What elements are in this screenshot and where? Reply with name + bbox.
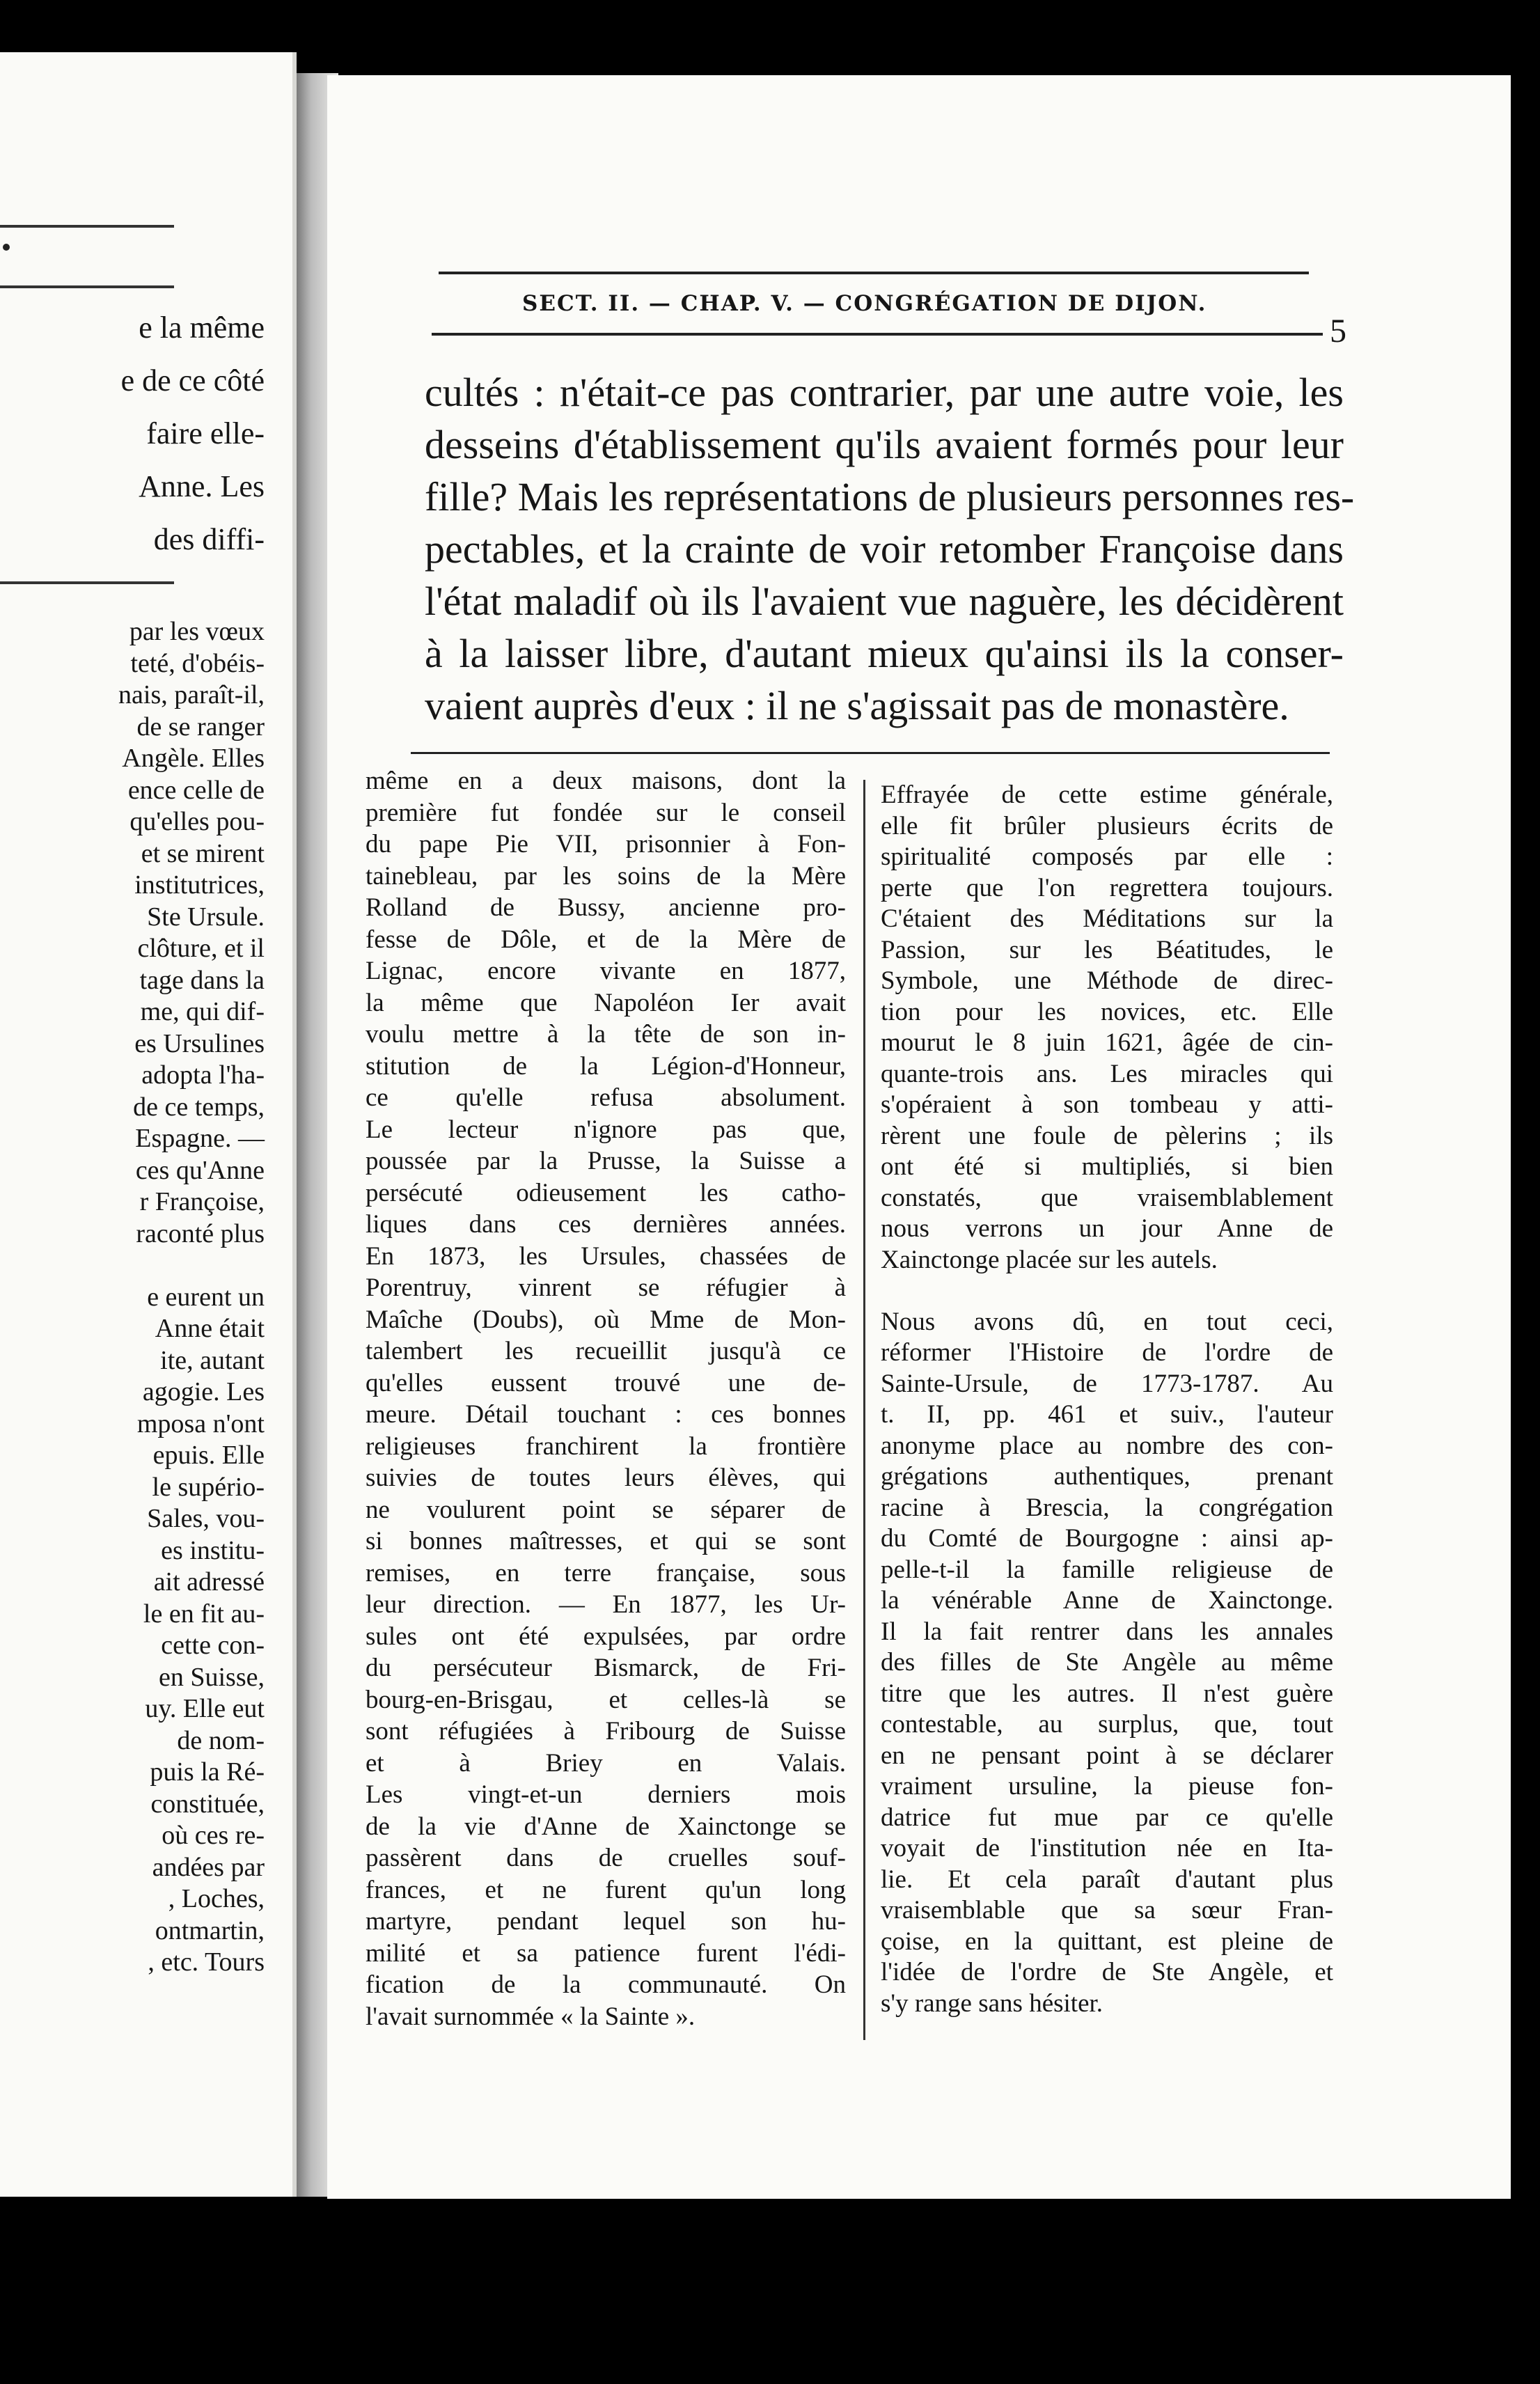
footnote-line: nous verrons un jour Anne de	[881, 1214, 1333, 1243]
footnote-line: Les vingt-et-un derniers mois	[366, 1780, 846, 1809]
main-text-line: desseins d'établissement qu'ils avaient formés pour leur	[425, 422, 1344, 467]
footnote-line: l'avait surnommée « la Sainte ».	[366, 2002, 696, 2031]
footnote-line: fication de la communauté. On	[366, 1970, 846, 1999]
footnote-line: première fut fondée sur le conseil	[366, 798, 846, 827]
footnote-line: quante-trois ans. Les miracles qui	[881, 1059, 1333, 1088]
footnote-line: religieuses franchirent la frontière	[366, 1432, 846, 1461]
main-text-line: pectables, et la crainte de voir retomber Françoise dans	[425, 526, 1344, 572]
footnote-line: voyait de l'institution née en Ita-	[881, 1834, 1333, 1862]
footnote-line: rèrent une foule de pèlerins ; ils	[881, 1121, 1333, 1150]
left-page-line: le supério-	[152, 1472, 265, 1502]
footnote-line: qu'elles eussent trouvé une de-	[366, 1368, 846, 1397]
left-page-line: ces qu'Anne	[135, 1155, 265, 1185]
left-page-line: ite, autant	[160, 1345, 265, 1375]
footnote-line: vraiment ursuline, la pieuse fon-	[881, 1772, 1333, 1801]
footnote-line: elle fit brûler plusieurs écrits de	[881, 811, 1333, 840]
ink-dot	[3, 244, 10, 251]
left-page-line: , Loches,	[168, 1884, 265, 1913]
main-text-line: vaient auprès d'eux : il ne s'agissait pas de monastère.	[425, 683, 1289, 728]
footnote-line: stitution de la Légion-d'Honneur,	[366, 1051, 846, 1081]
footnote-line: passèrent dans de cruelles souf-	[366, 1844, 846, 1872]
footnote-line: talembert les recueillit jusqu'à ce	[366, 1337, 846, 1365]
left-page-line: en Suisse,	[159, 1662, 265, 1692]
footnote-line: Xainctonge placée sur les autels.	[881, 1245, 1218, 1274]
left-page-line: r Françoise,	[139, 1187, 265, 1216]
left-page-line: andées par	[152, 1852, 265, 1882]
footnote-line: ne voulurent point se séparer de	[366, 1495, 846, 1524]
footnote-line: voulu mettre à la tête de son in-	[366, 1020, 846, 1049]
footnote-line: çoise, en la quittant, est pleine de	[881, 1927, 1333, 1956]
footnote-line: si bonnes maîtresses, et qui se sont	[366, 1527, 846, 1555]
left-page-line: où ces re-	[162, 1821, 265, 1850]
footnote-line: lie. Et cela paraît d'autant plus	[881, 1865, 1333, 1894]
left-page-line: , etc. Tours	[148, 1947, 265, 1977]
left-page-line: Angèle. Elles	[122, 744, 265, 773]
footnote-line: tion pour les novices, etc. Elle	[881, 997, 1333, 1026]
footnote-line: Symbole, une Méthode de direc-	[881, 966, 1333, 995]
footnote-line: leur direction. — En 1877, les Ur-	[366, 1590, 846, 1619]
footnote-line: contestable, au surplus, que, tout	[881, 1710, 1333, 1739]
header-rule-top	[439, 272, 1309, 274]
footnote-line: suivies de toutes leurs élèves, qui	[366, 1464, 846, 1492]
footnote-line: et à Briey en Valais.	[366, 1748, 846, 1778]
footnote-line: la même que Napoléon Ier avait	[366, 988, 846, 1017]
footnote-line: vraisemblable que sa sœur Fran-	[881, 1896, 1333, 1924]
left-page-line: clôture, et il	[137, 934, 265, 963]
footnote-line: datrice fut mue par ce qu'elle	[881, 1803, 1333, 1832]
column-divider	[863, 780, 865, 2040]
footnote-line: Maîche (Doubs), où Mme de Mon-	[366, 1305, 846, 1334]
left-page-line: cette con-	[161, 1631, 265, 1660]
footnote-line: liques dans ces dernières années.	[366, 1210, 846, 1239]
footnote-line: Porentruy, vinrent se réfugier à	[366, 1273, 846, 1302]
left-page-rule	[0, 581, 174, 584]
main-text-line: à la laisser libre, d'autant mieux qu'ainsi ils la conser-	[425, 631, 1344, 676]
left-page-line: mposa n'ont	[136, 1409, 265, 1438]
footnote-line: remises, en terre française, sous	[366, 1558, 846, 1587]
footnote-line: Effrayée de cette estime générale,	[881, 781, 1333, 809]
left-page-line: Ste Ursule.	[147, 902, 265, 932]
left-page-line: e eurent un	[147, 1282, 265, 1312]
footnote-line: grégations authentiques, prenant	[881, 1462, 1333, 1491]
left-page-line: institutrices,	[134, 870, 265, 900]
main-text-line: l'état maladif où ils l'avaient vue naguère, les décidèrent	[425, 579, 1344, 624]
left-page-rule	[0, 225, 174, 228]
footnote-line: s'y range sans hésiter.	[881, 1989, 1103, 2018]
footnote-line: du persécuteur Bismarck, de Fri-	[366, 1654, 846, 1682]
left-page-line: constituée,	[150, 1789, 265, 1819]
left-page-line: le en fit au-	[143, 1599, 265, 1629]
left-page-fragment	[0, 52, 297, 2197]
footnote-line: En 1873, les Ursules, chassées de	[366, 1241, 846, 1271]
left-page-rule	[0, 285, 174, 288]
footnote-line: meure. Détail touchant : ces bonnes	[366, 1400, 846, 1429]
footnote-separator	[411, 752, 1330, 754]
footnote-line: pelle-t-il la famille religieuse de	[881, 1555, 1333, 1584]
footnote-line: Sainte-Ursule, de 1773-1787. Au	[881, 1369, 1333, 1398]
left-page-line: Anne. Les	[139, 469, 265, 503]
left-page-line: ontmartin,	[155, 1915, 265, 1945]
footnote-line: réformer l'Histoire de l'ordre de	[881, 1338, 1333, 1367]
left-page-line: ence celle de	[127, 775, 265, 805]
footnote-line: ce qu'elle refusa absolument.	[366, 1083, 846, 1112]
footnote-line: de la vie d'Anne de Xainctonge se	[366, 1812, 846, 1841]
main-text-line: cultés : n'était-ce pas contrarier, par une autre voie, les	[425, 370, 1344, 415]
footnote-line: spiritualité composés par elle :	[881, 842, 1333, 871]
footnote-line: Passion, sur les Béatitudes, le	[881, 935, 1333, 964]
footnote-line: C'étaient des Méditations sur la	[881, 904, 1333, 933]
footnote-line: persécuté odieusement les catho-	[366, 1178, 846, 1207]
left-page-line: agogie. Les	[142, 1377, 265, 1406]
left-page-line: Espagne. —	[135, 1124, 265, 1153]
footnote-line: des filles de Ste Angèle au même	[881, 1648, 1333, 1677]
left-page-line: qu'elles pou-	[129, 807, 265, 836]
main-text-line: fille? Mais les représentations de plusieurs personnes res-	[425, 474, 1355, 519]
left-page-line: teté, d'obéis-	[130, 648, 265, 678]
footnote-line: tainebleau, par les soins de la Mère	[366, 861, 846, 891]
footnote-line: anonyme place au nombre des con-	[881, 1431, 1333, 1460]
left-page-line: tage dans la	[139, 965, 265, 995]
footnote-line: s'opéraient à son tombeau y atti-	[881, 1090, 1333, 1119]
footnote-line: Rolland de Bussy, ancienne pro-	[366, 893, 846, 922]
footnote-line: en ne pensant point à se déclarer	[881, 1741, 1333, 1770]
left-page-line: de se ranger	[136, 712, 265, 742]
footnote-line: titre que les autres. Il n'est guère	[881, 1679, 1333, 1708]
left-page-line: adopta l'ha-	[141, 1060, 265, 1090]
left-page-line: faire elle-	[146, 416, 265, 450]
left-page-line: uy. Elle eut	[145, 1694, 265, 1723]
left-page-line: nais, paraît-il,	[118, 680, 265, 709]
footnote-line: la vénérable Anne de Xainctonge.	[881, 1586, 1333, 1615]
footnote-line: du Comté de Bourgogne : ainsi ap-	[881, 1524, 1333, 1553]
footnote-line: frances, et ne furent qu'un long	[366, 1875, 846, 1904]
footnote-line: l'idée de l'ordre de Ste Angèle, et	[881, 1958, 1333, 1986]
footnote-line: ont été si multipliés, si bien	[881, 1152, 1333, 1181]
footnote-line: constatés, que vraisemblablement	[881, 1183, 1333, 1212]
left-page-line: de nom-	[177, 1725, 265, 1755]
footnote-line: Lignac, encore vivante en 1877,	[366, 957, 846, 985]
page-number: 5	[1330, 313, 1346, 350]
footnote-line: même en a deux maisons, dont la	[366, 767, 846, 795]
header-rule-bottom	[432, 333, 1323, 336]
running-head: SECT. II. — CHAP. V. — CONGRÉGATION DE DIJON.	[522, 291, 1207, 316]
footnote-line: t. II, pp. 461 et suiv., l'auteur	[881, 1400, 1333, 1429]
footnote-line: Nous avons dû, en tout ceci,	[881, 1307, 1333, 1336]
footnote-line: du pape Pie VII, prisonnier à Fon-	[366, 830, 846, 858]
footnote-line: milité et sa patience furent l'édi-	[366, 1938, 846, 1968]
footnote-line: sules ont été expulsées, par ordre	[366, 1622, 846, 1651]
left-page-line: par les vœux	[129, 617, 265, 646]
left-page-line: Anne était	[155, 1314, 265, 1343]
left-page-line: de ce temps,	[133, 1092, 265, 1122]
footnote-line: Le lecteur n'ignore pas que,	[366, 1115, 846, 1144]
footnote-line: poussée par la Prusse, la Suisse a	[366, 1147, 846, 1175]
left-page-line: raconté plus	[136, 1218, 265, 1248]
left-page-line: me, qui dif-	[140, 997, 265, 1026]
footnote-line: mourut le 8 juin 1621, âgée de cin-	[881, 1028, 1333, 1057]
footnote-line: martyre, pendant lequel son hu-	[366, 1907, 846, 1936]
footnote-line: racine à Brescia, la congrégation	[881, 1493, 1333, 1522]
left-page-line: et se mirent	[141, 838, 265, 868]
footnote-line: Il la fait rentrer dans les annales	[881, 1617, 1333, 1646]
left-page-line: e de ce côté	[120, 363, 265, 398]
left-page-line: Sales, vou-	[147, 1504, 265, 1533]
left-page-line: es Ursulines	[134, 1028, 265, 1058]
left-page-line: puis la Ré-	[150, 1757, 265, 1787]
footnote-line: fesse de Dôle, et de la Mère de	[366, 925, 846, 954]
left-page-line: des diffi-	[153, 522, 265, 556]
footnote-line: bourg-en-Brisgau, et celles-là se	[366, 1685, 846, 1714]
left-page-line: ait adressé	[153, 1567, 265, 1597]
left-page-line: es institu-	[161, 1535, 265, 1565]
left-page-line: e la même	[139, 311, 265, 345]
left-page-line: epuis. Elle	[152, 1441, 265, 1470]
footnote-line: sont réfugiées à Fribourg de Suisse	[366, 1717, 846, 1746]
footnote-line: perte que l'on regrettera toujours.	[881, 873, 1333, 902]
